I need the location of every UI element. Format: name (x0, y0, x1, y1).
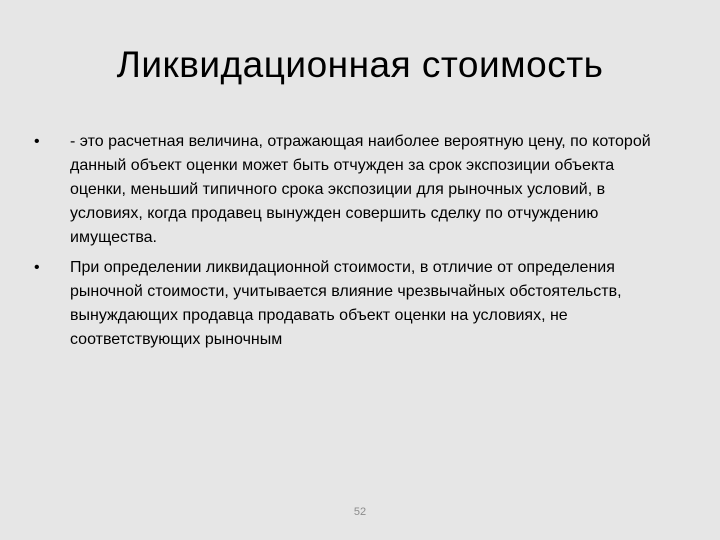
bullet-list (34, 130, 674, 358)
page-number: 52 (353, 506, 367, 518)
bullet-item-1 (34, 130, 674, 250)
slide-title: Ликвидационная стоимость (116, 44, 604, 85)
bullet-text-1: - это расчетная величина, отражающая наиболее вероятную цену, по которой данный объект оценки может быть отчужден за срок экспозиции объекта оценки, меньший типичного срока экспозиции для рыночных условий, в условиях, когда продавец вынужден совершить сделку по отчуждению имущества. (70, 133, 651, 246)
bullet-item-2 (34, 256, 674, 352)
bullet-marker-icon: • (34, 259, 40, 276)
bullet-marker-icon: • (34, 133, 40, 150)
bullet-text-2: При определении ликвидационной стоимости, в отличие от определения рыночной стоимости, учитывается влияние чрезвычайных обстоятельств, вынуждающих продавца продавать объект оценки на условиях, не соответствующих рыночным (70, 259, 622, 348)
